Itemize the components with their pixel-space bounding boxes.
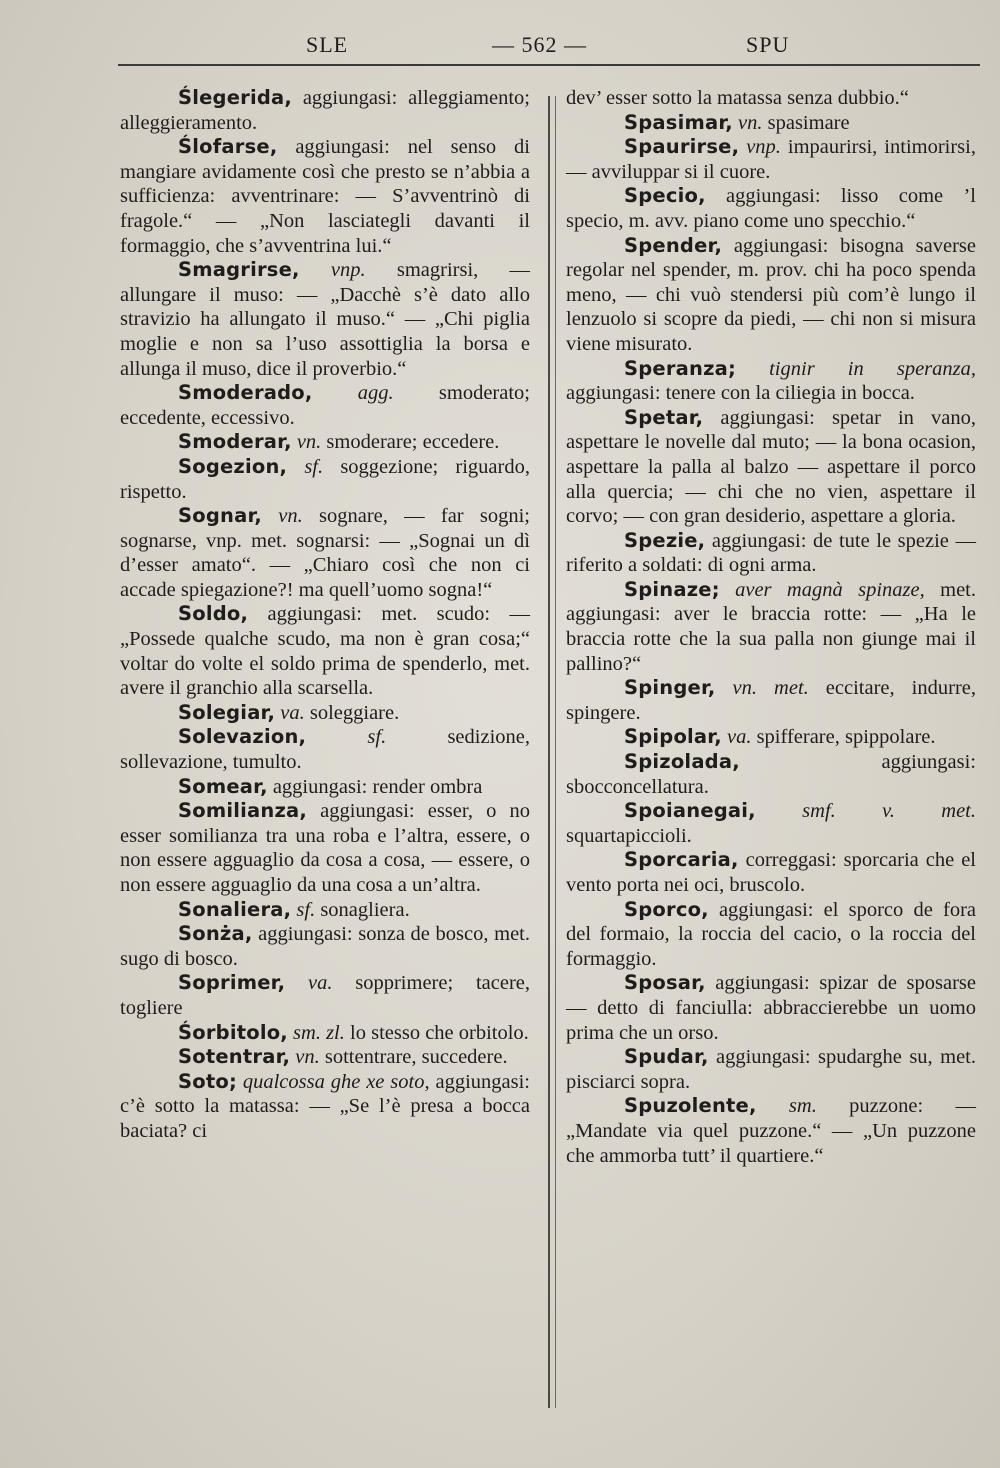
header-rule bbox=[118, 64, 980, 66]
headword: Spipolar, bbox=[624, 725, 722, 749]
entry bbox=[120, 455, 530, 504]
headword: Sonża, bbox=[178, 922, 253, 946]
grammar-tag: sm. bbox=[756, 1095, 817, 1118]
grammar-tag: vn. met. bbox=[715, 677, 809, 700]
definition: eccitare, indurre, spingere. bbox=[566, 677, 976, 724]
grammar-tag: smf. v. met. bbox=[755, 800, 976, 823]
headword: Sporco, bbox=[624, 897, 709, 921]
definition: aggiungasi: nel senso di mangiare avidamente così che presto se n’abbia a sufficienza: avventrinare: — S’avventrinò di fragole.“ — „Non lasciategli davanti il formaggio, che s’avventrina lui.“ bbox=[120, 136, 530, 257]
headword: Spaurirse, bbox=[624, 135, 740, 159]
definition: impaurirsi, intimorirsi, — avviluppar si il cuore. bbox=[566, 136, 976, 183]
column-divider-inner bbox=[555, 96, 556, 1408]
entry bbox=[566, 676, 976, 725]
headword: Specio, bbox=[624, 184, 706, 208]
entry bbox=[566, 357, 976, 406]
entry bbox=[566, 1094, 976, 1168]
definition: aggiungasi: esser, o no esser somilianza tra una roba e l’altra, essere, o non essere agguaglio da cosa a cosa, — essere, o non essere agguaglio da una cosa a un’altra. bbox=[120, 800, 530, 896]
definition: aggiungasi: spetar in vano, aspettare le novelle dal muto; — la bona ocasion, aspettare la palla al balzo — aspettare il porco alla quercia; — chi che no vien, aspettare il corvo; — con gran desiderio, aspettare a gloria. bbox=[566, 406, 976, 528]
headword: Sporcaria, bbox=[624, 848, 739, 872]
grammar-tag: sf. bbox=[291, 898, 316, 921]
column-divider bbox=[548, 96, 550, 1408]
grammar-tag: aver magnà spinaze, bbox=[719, 578, 925, 601]
grammar-tag: agg. bbox=[312, 382, 394, 405]
entry bbox=[120, 1021, 530, 1046]
headword: Spinaze; bbox=[624, 577, 720, 601]
definition: aggiungasi: bisogna saverse regolar nel spender, m. prov. chi ha poco spenda meno, — chi vuò stendersi più com’è lungo il lenzuolo si scopre da piedi, — chi non si misura viene misurato. bbox=[566, 234, 976, 355]
definition: puzzone: — „Mandate via quel puzzone.“ — „Un puzzone che ammorba tutt’ il quartiere.“ bbox=[566, 1095, 976, 1167]
headword: Spasimar, bbox=[624, 110, 733, 134]
entry bbox=[120, 430, 530, 455]
entry bbox=[120, 258, 530, 381]
headword: Smagrirse, bbox=[178, 258, 300, 282]
definition: lo stesso che orbitolo. bbox=[344, 1021, 529, 1044]
headword: Sonaliera, bbox=[178, 897, 292, 921]
headword: Sognar, bbox=[178, 504, 262, 528]
grammar-tag: vnp. bbox=[739, 136, 781, 159]
definition: aggiungasi: render ombra bbox=[267, 775, 483, 798]
definition: aggiungasi: sonza de bosco, met. sugo di bosco. bbox=[120, 923, 530, 970]
entry bbox=[120, 504, 530, 602]
headword: Soprimer, bbox=[178, 971, 286, 995]
entry bbox=[120, 1045, 530, 1070]
grammar-tag: tignir in speranza, bbox=[736, 357, 976, 380]
running-header bbox=[120, 30, 980, 66]
headword: Spezie, bbox=[624, 528, 706, 552]
entry bbox=[120, 701, 530, 726]
entry bbox=[566, 234, 976, 357]
grammar-tag: vnp. bbox=[299, 259, 366, 282]
definition: aggiungasi: el sporco de fora del formaio, la roccia del cacio, o la roccia del formaggio. bbox=[566, 898, 976, 970]
entry bbox=[566, 750, 976, 799]
definition: spasimare bbox=[762, 111, 850, 134]
entry bbox=[120, 922, 530, 971]
left-column bbox=[120, 86, 530, 1144]
entry bbox=[566, 406, 976, 529]
headword: Ślofarse, bbox=[178, 135, 278, 159]
headword: Smoderado, bbox=[178, 381, 313, 405]
definition: correggasi: sporcaria che el vento porta nei oci, bruscolo. bbox=[566, 849, 976, 896]
headword: Sotentrar, bbox=[178, 1045, 291, 1069]
headword: Speranza; bbox=[624, 356, 736, 380]
definition: aggiungasi: c’è sotto la matassa: — „Se l’è presa a bocca baciata? ci bbox=[120, 1070, 530, 1142]
entry bbox=[566, 529, 976, 578]
headword: Ślegerida, bbox=[178, 86, 292, 109]
right-column bbox=[566, 86, 976, 1168]
entry bbox=[566, 111, 976, 136]
headword: Somilianza, bbox=[178, 799, 307, 823]
entry bbox=[120, 725, 530, 774]
headword: Spetar, bbox=[624, 405, 704, 429]
definition: sottentrare, succedere. bbox=[319, 1046, 508, 1069]
headword: Spizolada, bbox=[624, 750, 740, 774]
entry bbox=[120, 86, 530, 135]
headword: Somear, bbox=[178, 774, 268, 798]
entry bbox=[120, 381, 530, 430]
definition: sonagliera. bbox=[315, 898, 410, 921]
definition: smagrirsi, — allungare il muso: — „Dacchè s’è dato allo stravizio ha allungato il muso.“ — „Chi piglia moglie e non sa l’uso assottiglia la borsa e allunga il muso, dice il proverbio.“ bbox=[120, 259, 530, 380]
headword: Spudar, bbox=[624, 1045, 709, 1069]
definition: sopprimere; tacere, togliere bbox=[120, 972, 530, 1019]
entry bbox=[566, 184, 976, 233]
headword: Sposar, bbox=[624, 971, 706, 995]
grammar-tag: vn. bbox=[262, 505, 303, 528]
definition: soleggiare. bbox=[304, 701, 400, 724]
entry bbox=[120, 1070, 530, 1144]
entry bbox=[566, 578, 976, 676]
headword: Sogezion, bbox=[178, 454, 288, 478]
entry bbox=[566, 848, 976, 897]
grammar-tag: va. bbox=[285, 972, 333, 995]
grammar-tag: sf. bbox=[287, 455, 324, 478]
page-number: — 562 — bbox=[492, 32, 587, 57]
grammar-tag: qualcossa ghe xe soto, bbox=[236, 1070, 430, 1093]
headword: Soto; bbox=[178, 1069, 237, 1093]
definition: aggiungasi: lisso come ’l specio, m. avv. piano come uno specchio.“ bbox=[566, 185, 976, 232]
definition: soggezione; riguardo, rispetto. bbox=[120, 455, 530, 503]
headword: Solevazion, bbox=[178, 725, 307, 749]
definition: aggiungasi: met. scudo: — „Possede qualche scudo, ma non è gran cosa;“ voltar do volte el soldo prima de spenderlo, met. avere il granchio alla scarsella. bbox=[120, 603, 530, 700]
entry bbox=[120, 898, 530, 923]
entry bbox=[120, 799, 530, 897]
entry bbox=[566, 898, 976, 972]
definition: aggiungasi: spudarghe su, met. pisciarci sopra. bbox=[566, 1046, 976, 1093]
entry bbox=[120, 775, 530, 800]
entry bbox=[120, 135, 530, 258]
grammar-tag: va. bbox=[721, 726, 752, 749]
grammar-tag: vn. bbox=[290, 1046, 320, 1069]
headword: Soldo, bbox=[178, 602, 249, 626]
headword: Śorbitolo, bbox=[178, 1020, 288, 1044]
definition: aggiungasi: de tute le spezie — riferito a soldati: di ogni arma. bbox=[566, 529, 976, 577]
definition: squartapiccioli. bbox=[566, 824, 692, 847]
entry bbox=[566, 725, 976, 750]
grammar-tag: vn. bbox=[291, 431, 322, 454]
headword: Spender, bbox=[624, 233, 723, 257]
definition: sognare, — far sogni; sognarse, vnp. met. sognarsi: — „Sognai un dì d’esser amato“. — „Chiaro così che non ci accade spiegazione?! ma quell’uomo sogna!“ bbox=[120, 505, 530, 601]
entry bbox=[566, 135, 976, 184]
header-right-guide-word: SPU bbox=[746, 32, 790, 57]
entry bbox=[566, 971, 976, 1045]
header-left-guide-word: SLE bbox=[306, 32, 349, 57]
entry bbox=[566, 799, 976, 848]
definition: aggiungasi: sbocconcellatura. bbox=[566, 751, 976, 798]
headword: Spuzolente, bbox=[624, 1094, 757, 1118]
definition: smoderare; eccedere. bbox=[321, 431, 500, 454]
headword: Spoianegai, bbox=[624, 799, 756, 823]
definition: smoderato; eccedente, eccessivo. bbox=[120, 382, 531, 429]
grammar-tag: vn. bbox=[732, 111, 763, 134]
entry bbox=[120, 602, 530, 700]
entry bbox=[120, 971, 530, 1020]
definition: met. aggiungasi: aver le braccia rotte: — „Ha le braccia rotte che la sua palla non giunge mai il pallino?“ bbox=[566, 578, 976, 675]
definition: aggiungasi: spizar de sposarse — detto di fanciulla: abbraccierebbe un uomo prima che un orso. bbox=[566, 972, 976, 1044]
headword: Solegiar, bbox=[178, 700, 276, 724]
grammar-tag: sf. bbox=[306, 726, 387, 749]
definition: sedizione, sollevazione, tumulto. bbox=[120, 726, 530, 774]
grammar-tag: sm. zl. bbox=[287, 1021, 345, 1044]
definition: aggiungasi: tenere con la ciliegia in bocca. bbox=[566, 382, 915, 405]
definition: aggiungasi: alleggiamento; alleggieramento. bbox=[120, 87, 530, 134]
definition: spifferare, spippolare. bbox=[751, 726, 936, 749]
headword: Spinger, bbox=[624, 676, 716, 700]
headword: Smoderar, bbox=[178, 430, 292, 454]
continued-entry: dev’ esser sotto la matassa senza dubbio.“ bbox=[566, 87, 909, 109]
entry bbox=[566, 1045, 976, 1094]
grammar-tag: va. bbox=[275, 701, 305, 724]
